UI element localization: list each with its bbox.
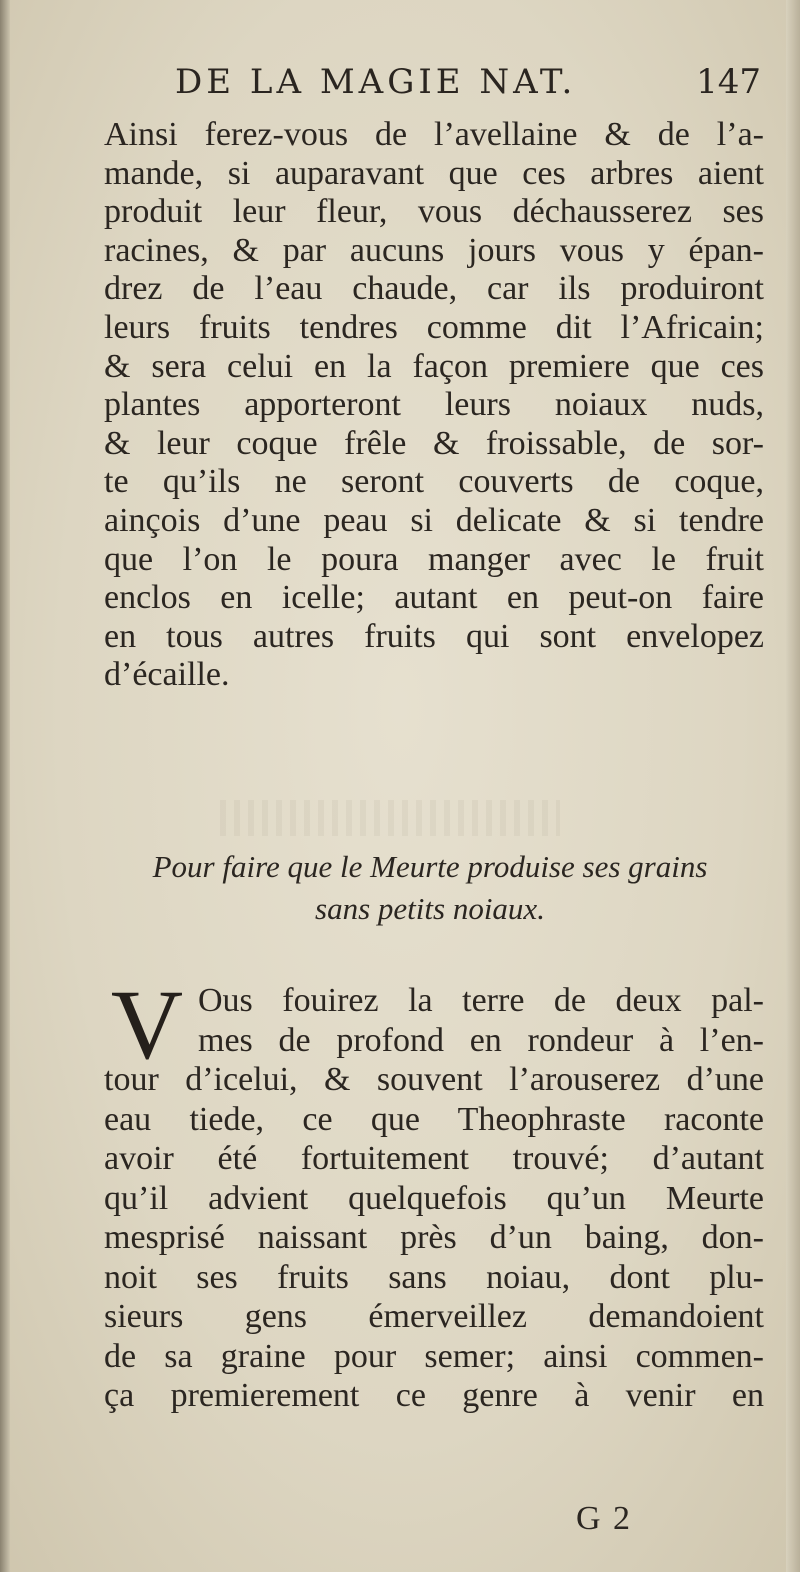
drop-cap: V — [110, 969, 184, 1080]
heading-line: sans petits noiaux. — [315, 891, 545, 926]
text-line: ainçois d’une peau si delicate & si tendre — [104, 501, 764, 539]
binding-gutter — [0, 0, 10, 1572]
signature-mark: G 2 — [576, 1500, 633, 1537]
text-line: produit leur fleur, vous déchausserez ses — [104, 193, 764, 231]
text-line: racines, & par aucuns jours vous y épan- — [104, 231, 764, 269]
text-line: mesprisé naissant près d’un baing, don- — [104, 1219, 764, 1256]
running-title: DE LA MAGIE NAT. — [175, 62, 577, 102]
text-line: mes de profond en rondeur à l’en- — [198, 1021, 764, 1059]
text-line: d’écaille. — [104, 656, 230, 694]
text-line: Ous fouirez la terre de deux pal- — [198, 982, 764, 1019]
text-line: Ainsi ferez-vous de l’avellaine & de l’a- — [104, 116, 764, 153]
text-line: que l’on le poura manger avec le fruit — [104, 540, 764, 578]
page-header — [175, 62, 765, 112]
text-line: & sera celui en la façon premiere que ces — [104, 347, 764, 385]
text-line: mande, si auparavant que ces arbres aient — [104, 154, 764, 192]
show-through-smudge — [220, 800, 560, 836]
text-line: sieurs gens émerveillez demandoient — [104, 1298, 764, 1335]
text-line: drez de l’eau chaude, car ils produiront — [104, 270, 764, 308]
paragraph-avellaine — [104, 116, 764, 695]
page-number: 147 — [696, 62, 761, 102]
text-line: te qu’ils ne seront couverts de coque, — [104, 463, 764, 501]
text-line: ça premierement ce genre à venir en — [104, 1377, 764, 1414]
text-line: avoir été fortuitement trouvé; d’autant — [104, 1140, 764, 1177]
text-line: leurs fruits tendres comme dit l’Africain; — [104, 308, 764, 346]
text-line: qu’il advient quelquefois qu’un Meurte — [104, 1179, 764, 1217]
page-edge — [786, 0, 800, 1572]
heading-line: Pour faire que le Meurte produise ses grains — [152, 849, 708, 884]
text-line: & leur coque frêle & froissable, de sor- — [104, 424, 764, 462]
text-line: en tous autres fruits qui sont envelopez — [104, 617, 764, 655]
section-heading — [100, 846, 760, 930]
text-line: plantes apporteront leurs noiaux nuds, — [104, 386, 764, 424]
text-line: enclos en icelle; autant en peut-on faire — [104, 579, 764, 617]
text-line: eau tiede, ce que Theophraste raconte — [104, 1100, 764, 1138]
text-line: de sa graine pour semer; ainsi commen- — [104, 1337, 764, 1375]
text-line: tour d’icelui, & souvent l’arouserez d’une — [104, 1061, 764, 1098]
paragraph-meurte — [104, 969, 764, 1416]
text-line: noit ses fruits sans noiau, dont plu- — [104, 1258, 764, 1296]
